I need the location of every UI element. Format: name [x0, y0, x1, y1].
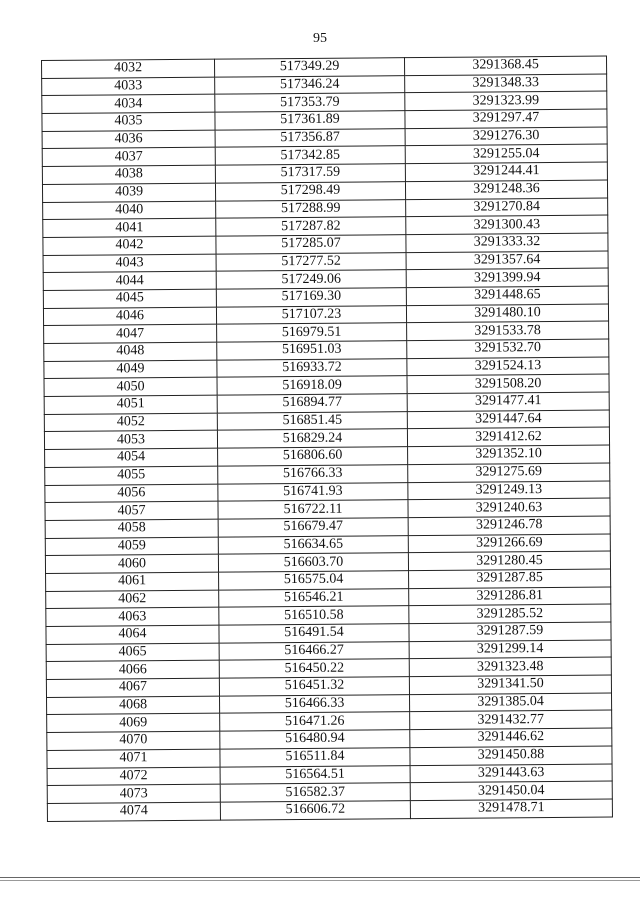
x-coordinate-cell: 516606.72 [220, 800, 410, 819]
x-coordinate-cell: 517342.85 [215, 146, 405, 165]
y-coordinate-cell: 3291357.64 [406, 251, 608, 270]
point-number-cell: 4045 [43, 289, 216, 308]
point-number-cell: 4040 [43, 201, 216, 220]
x-coordinate-cell: 517107.23 [216, 305, 406, 324]
point-number-cell: 4056 [45, 484, 218, 503]
x-coordinate-cell: 516480.94 [220, 730, 410, 749]
point-number-cell: 4046 [43, 307, 216, 326]
y-coordinate-cell: 3291270.84 [406, 198, 608, 217]
point-number-cell: 4060 [45, 554, 218, 573]
x-coordinate-cell: 516951.03 [217, 341, 407, 360]
coordinates-table-body [42, 56, 613, 821]
point-number-cell: 4054 [45, 448, 218, 467]
point-number-cell: 4062 [46, 590, 219, 609]
x-coordinate-cell: 517356.87 [215, 128, 405, 147]
x-coordinate-cell: 516979.51 [217, 323, 407, 342]
point-number-cell: 4035 [42, 112, 215, 131]
point-number-cell: 4048 [44, 342, 217, 361]
x-coordinate-cell: 516546.21 [219, 588, 409, 607]
y-coordinate-cell: 3291480.10 [406, 304, 608, 323]
point-number-cell: 4050 [44, 378, 217, 397]
point-number-cell: 4034 [42, 95, 215, 114]
point-number-cell: 4041 [43, 218, 216, 237]
y-coordinate-cell: 3291285.52 [409, 604, 611, 623]
y-coordinate-cell: 3291244.41 [405, 162, 607, 181]
coordinates-table [41, 56, 613, 822]
table-row [47, 799, 612, 821]
y-coordinate-cell: 3291323.99 [405, 91, 607, 110]
point-number-cell: 4051 [44, 395, 217, 414]
point-number-cell: 4068 [47, 696, 220, 715]
y-coordinate-cell: 3291300.43 [406, 215, 608, 234]
point-number-cell: 4074 [47, 802, 220, 821]
x-coordinate-cell: 516741.93 [218, 482, 408, 501]
y-coordinate-cell: 3291275.69 [408, 463, 610, 482]
point-number-cell: 4053 [44, 431, 217, 450]
y-coordinate-cell: 3291333.32 [406, 233, 608, 252]
y-coordinate-cell: 3291368.45 [404, 56, 606, 75]
y-coordinate-cell: 3291385.04 [409, 693, 611, 712]
point-number-cell: 4065 [46, 643, 219, 662]
x-coordinate-cell: 516806.60 [218, 447, 408, 466]
y-coordinate-cell: 3291508.20 [407, 374, 609, 393]
point-number-cell: 4033 [42, 77, 215, 96]
y-coordinate-cell: 3291297.47 [405, 109, 607, 128]
coordinates-table-container [41, 56, 612, 822]
point-number-cell: 4072 [47, 767, 220, 786]
x-coordinate-cell: 516575.04 [219, 571, 409, 590]
x-coordinate-cell: 516933.72 [217, 358, 407, 377]
point-number-cell: 4063 [46, 607, 219, 626]
y-coordinate-cell: 3291246.78 [408, 516, 610, 535]
point-number-cell: 4059 [45, 537, 218, 556]
x-coordinate-cell: 517349.29 [214, 58, 404, 77]
y-coordinate-cell: 3291446.62 [410, 728, 612, 747]
x-coordinate-cell: 516564.51 [220, 765, 410, 784]
y-coordinate-cell: 3291280.45 [408, 551, 610, 570]
y-coordinate-cell: 3291287.85 [409, 569, 611, 588]
x-coordinate-cell: 516582.37 [220, 783, 410, 802]
y-coordinate-cell: 3291249.13 [408, 481, 610, 500]
x-coordinate-cell: 516511.84 [220, 747, 410, 766]
point-number-cell: 4039 [42, 183, 215, 202]
footer-rule [0, 877, 640, 878]
x-coordinate-cell: 517169.30 [216, 288, 406, 307]
y-coordinate-cell: 3291248.36 [405, 180, 607, 199]
footer-rule-secondary [0, 880, 640, 881]
point-number-cell: 4049 [44, 360, 217, 379]
x-coordinate-cell: 517277.52 [216, 252, 406, 271]
x-coordinate-cell: 517249.06 [216, 270, 406, 289]
point-number-cell: 4064 [46, 625, 219, 644]
x-coordinate-cell: 517298.49 [215, 181, 405, 200]
point-number-cell: 4070 [47, 731, 220, 750]
point-number-cell: 4036 [42, 130, 215, 149]
point-number-cell: 4042 [43, 236, 216, 255]
x-coordinate-cell: 517287.82 [216, 217, 406, 236]
x-coordinate-cell: 516851.45 [217, 411, 407, 430]
y-coordinate-cell: 3291399.94 [406, 268, 608, 287]
point-number-cell: 4047 [44, 324, 217, 343]
x-coordinate-cell: 516603.70 [218, 553, 408, 572]
y-coordinate-cell: 3291240.63 [408, 498, 610, 517]
x-coordinate-cell: 516466.33 [219, 694, 409, 713]
point-number-cell: 4061 [46, 572, 219, 591]
point-number-cell: 4067 [46, 678, 219, 697]
y-coordinate-cell: 3291450.04 [410, 781, 612, 800]
point-number-cell: 4038 [42, 165, 215, 184]
x-coordinate-cell: 516491.54 [219, 624, 409, 643]
y-coordinate-cell: 3291299.14 [409, 640, 611, 659]
point-number-cell: 4044 [43, 271, 216, 290]
y-coordinate-cell: 3291447.64 [407, 410, 609, 429]
y-coordinate-cell: 3291450.88 [410, 746, 612, 765]
point-number-cell: 4073 [47, 784, 220, 803]
x-coordinate-cell: 516466.27 [219, 641, 409, 660]
point-number-cell: 4037 [42, 148, 215, 167]
x-coordinate-cell: 517346.24 [215, 75, 405, 94]
y-coordinate-cell: 3291524.13 [407, 357, 609, 376]
x-coordinate-cell: 516918.09 [217, 376, 407, 395]
x-coordinate-cell: 516510.58 [219, 606, 409, 625]
y-coordinate-cell: 3291255.04 [405, 144, 607, 163]
point-number-cell: 4052 [44, 413, 217, 432]
x-coordinate-cell: 517361.89 [215, 111, 405, 130]
y-coordinate-cell: 3291532.70 [407, 339, 609, 358]
point-number-cell: 4058 [45, 519, 218, 538]
y-coordinate-cell: 3291432.77 [410, 710, 612, 729]
x-coordinate-cell: 516829.24 [217, 429, 407, 448]
x-coordinate-cell: 517317.59 [215, 164, 405, 183]
y-coordinate-cell: 3291287.59 [409, 622, 611, 641]
point-number-cell: 4066 [46, 660, 219, 679]
y-coordinate-cell: 3291352.10 [408, 445, 610, 464]
point-number-cell: 4055 [45, 466, 218, 485]
x-coordinate-cell: 516679.47 [218, 518, 408, 537]
y-coordinate-cell: 3291412.62 [407, 427, 609, 446]
x-coordinate-cell: 517288.99 [216, 199, 406, 218]
y-coordinate-cell: 3291323.48 [409, 657, 611, 676]
x-coordinate-cell: 516634.65 [218, 535, 408, 554]
point-number-cell: 4043 [43, 254, 216, 273]
point-number-cell: 4057 [45, 501, 218, 520]
y-coordinate-cell: 3291533.78 [407, 321, 609, 340]
x-coordinate-cell: 516451.32 [219, 677, 409, 696]
y-coordinate-cell: 3291348.33 [405, 74, 607, 93]
y-coordinate-cell: 3291266.69 [408, 534, 610, 553]
y-coordinate-cell: 3291478.71 [410, 799, 612, 818]
x-coordinate-cell: 517353.79 [215, 93, 405, 112]
y-coordinate-cell: 3291341.50 [409, 675, 611, 694]
y-coordinate-cell: 3291477.41 [407, 392, 609, 411]
y-coordinate-cell: 3291286.81 [409, 587, 611, 606]
y-coordinate-cell: 3291443.63 [410, 764, 612, 783]
x-coordinate-cell: 516471.26 [220, 712, 410, 731]
page-number: 95 [313, 31, 327, 46]
x-coordinate-cell: 516450.22 [219, 659, 409, 678]
y-coordinate-cell: 3291448.65 [406, 286, 608, 305]
point-number-cell: 4069 [47, 714, 220, 733]
x-coordinate-cell: 516766.33 [218, 464, 408, 483]
x-coordinate-cell: 517285.07 [216, 235, 406, 254]
x-coordinate-cell: 516722.11 [218, 500, 408, 519]
y-coordinate-cell: 3291276.30 [405, 127, 607, 146]
x-coordinate-cell: 516894.77 [217, 394, 407, 413]
point-number-cell: 4032 [42, 59, 215, 78]
point-number-cell: 4071 [47, 749, 220, 768]
